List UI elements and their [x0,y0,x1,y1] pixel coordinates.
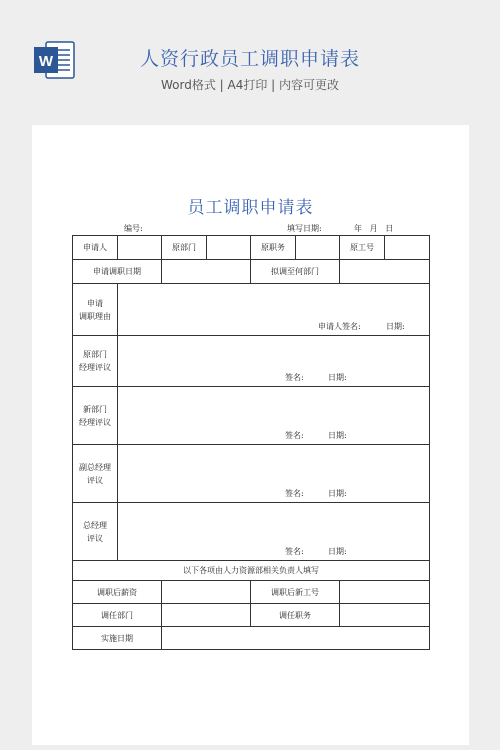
reason-date-label: 日期: [386,322,405,331]
new-id-label: 调职后新工号 [251,581,340,604]
salary-after-field[interactable] [162,581,251,604]
effective-date-label: 实施日期 [73,627,162,650]
assigned-position-field[interactable] [340,604,430,627]
number-label: 编号: [124,224,143,233]
vgm-signature-label: 签名: [285,489,304,498]
orig-id-label: 原工号 [340,236,385,260]
applicant-label: 申请人 [73,236,118,260]
transfer-form-table [72,235,430,650]
new-id-field[interactable] [340,581,430,604]
new-dept-review-field[interactable] [118,387,430,445]
salary-after-label: 调职后薪资 [73,581,162,604]
new-dept-date-label: 日期: [328,431,347,440]
applicant-signature-label: 申请人签名: [318,322,361,331]
transfer-date-label: 申请调职日期 [73,260,162,284]
vgm-review-label: 副总经理 评议 [73,445,118,503]
reason-label: 申请 调职理由 [73,284,118,336]
vgm-review-field[interactable] [118,445,430,503]
orig-position-field[interactable] [296,236,340,260]
gm-date-label: 日期: [328,547,347,556]
orig-dept-signature-label: 签名: [285,373,304,382]
orig-position-label: 原职务 [251,236,296,260]
orig-dept-date-label: 日期: [328,373,347,382]
vgm-date-label: 日期: [328,489,347,498]
orig-id-field[interactable] [385,236,430,260]
assigned-position-label: 调任职务 [251,604,340,627]
gm-review-label: 总经理 评议 [73,503,118,561]
new-dept-review-label: 新部门 经理评议 [73,387,118,445]
page-header [0,0,500,125]
fill-date-label: 填写日期: [287,224,322,233]
fill-date-ymd: 年 月 日 [354,224,394,233]
orig-dept-field[interactable] [207,236,251,260]
document-title: 员工调职申请表 [187,198,314,218]
applicant-field[interactable] [118,236,162,260]
orig-dept-review-field[interactable] [118,336,430,387]
new-dept-signature-label: 签名: [285,431,304,440]
page-subtitle: Word格式 | A4打印 | 内容可更改 [160,78,340,92]
gm-review-field[interactable] [118,503,430,561]
orig-dept-label: 原部门 [162,236,207,260]
gm-signature-label: 签名: [285,547,304,556]
target-dept-field[interactable] [340,260,430,284]
document-page [32,125,469,745]
transfer-date-field[interactable] [162,260,251,284]
effective-date-field[interactable] [162,627,430,650]
orig-dept-review-label: 原部门 经理评议 [73,336,118,387]
reason-field[interactable] [118,284,430,336]
target-dept-label: 拟调至何部门 [251,260,340,284]
hr-note: 以下各项由人力资源部相关负责人填写 [73,561,430,581]
assigned-dept-label: 调任部门 [73,604,162,627]
page-title: 人资行政员工调职申请表 [139,48,360,70]
assigned-dept-field[interactable] [162,604,251,627]
svg-text:W: W [38,53,54,70]
